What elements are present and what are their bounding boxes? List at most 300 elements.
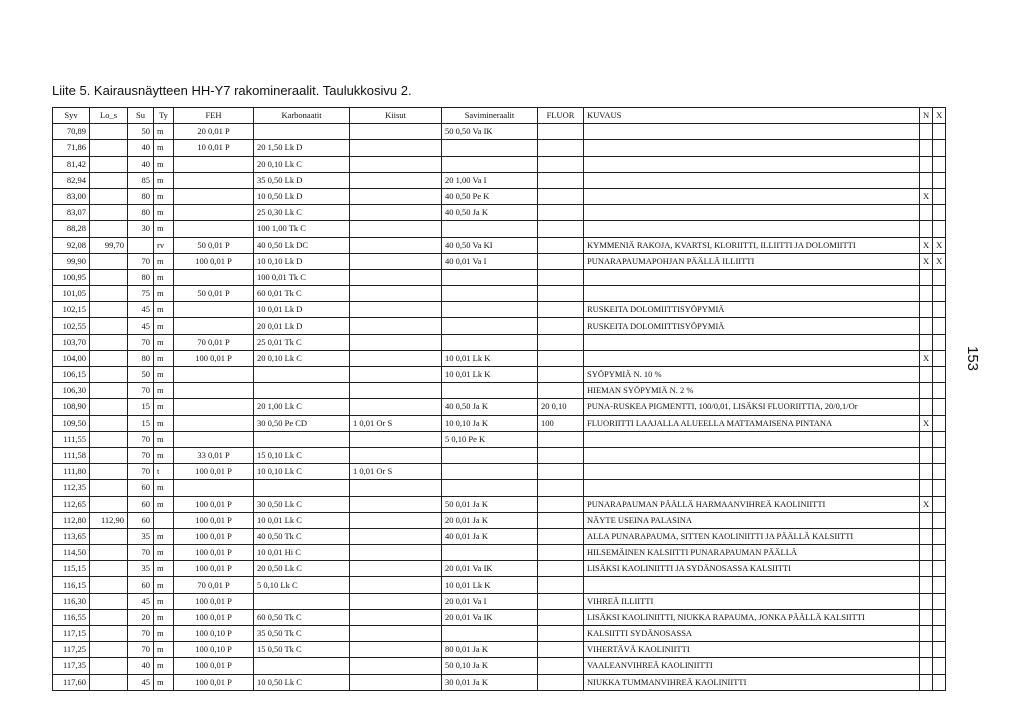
cell-x [933, 674, 946, 690]
cell-x [933, 302, 946, 318]
cell-fluor: 20 0,10 [538, 399, 584, 415]
cell-savi: 50 0,10 Ja K [442, 658, 538, 674]
cell-los [90, 124, 128, 140]
cell-kuv [584, 269, 920, 285]
cell-kuv: FLUORIITTI LAAJALLA ALUEELLA MATTAMAISENA PINTANA [584, 415, 920, 431]
cell-savi: 20 0,01 Va I [442, 593, 538, 609]
cell-los [90, 496, 128, 512]
cell-kuv: SYÖPYMIÄ N. 10 % [584, 367, 920, 383]
cell-los [90, 399, 128, 415]
cell-kiis [350, 674, 442, 690]
cell-ty: m [154, 528, 174, 544]
cell-los [90, 318, 128, 334]
cell-savi [442, 269, 538, 285]
cell-x [933, 221, 946, 237]
cell-savi: 20 1,00 Va I [442, 172, 538, 188]
cell-fluor [538, 561, 584, 577]
cell-los [90, 367, 128, 383]
table-row [53, 545, 946, 561]
cell-x [933, 496, 946, 512]
cell-fluor [538, 496, 584, 512]
cell-su: 70 [128, 253, 154, 269]
cell-los [90, 188, 128, 204]
cell-n [920, 642, 933, 658]
cell-los [90, 269, 128, 285]
cell-syv: 117,60 [53, 674, 90, 690]
cell-los [90, 642, 128, 658]
cell-su: 20 [128, 609, 154, 625]
cell-karb: 40 0,50 Tk C [254, 528, 350, 544]
cell-savi [442, 318, 538, 334]
cell-los [90, 658, 128, 674]
cell-x [933, 642, 946, 658]
col-header-kuvaus: KUVAUS [584, 108, 920, 124]
cell-su: 35 [128, 528, 154, 544]
table-row [53, 577, 946, 593]
cell-ty: rv [154, 237, 174, 253]
cell-kiis [350, 480, 442, 496]
cell-syv: 100,95 [53, 269, 90, 285]
table-row [53, 512, 946, 528]
cell-karb: 10 0,50 Lk C [254, 674, 350, 690]
cell-kuv: RUSKEITA DOLOMIITTISYÖPYMIÄ [584, 302, 920, 318]
cell-n [920, 658, 933, 674]
cell-feh [174, 367, 254, 383]
table-row [53, 593, 946, 609]
cell-karb [254, 124, 350, 140]
cell-los [90, 464, 128, 480]
cell-kuv [584, 205, 920, 221]
table-row [53, 350, 946, 366]
cell-savi: 40 0,50 Ja K [442, 399, 538, 415]
cell-karb: 20 0,50 Lk C [254, 561, 350, 577]
col-header-syv: Syv [53, 108, 90, 124]
cell-n [920, 269, 933, 285]
cell-feh [174, 302, 254, 318]
cell-ty: m [154, 172, 174, 188]
cell-x [933, 464, 946, 480]
cell-fluor [538, 334, 584, 350]
cell-syv: 117,25 [53, 642, 90, 658]
cell-kuv: PUNA-RUSKEA PIGMENTTI, 100/0,01, LISÄKSI FLUORIITTIA, 20/0,1/Or [584, 399, 920, 415]
cell-su: 40 [128, 156, 154, 172]
col-header-fluor: FLUOR [538, 108, 584, 124]
cell-kiis [350, 318, 442, 334]
cell-ty [154, 512, 174, 528]
cell-kiis [350, 383, 442, 399]
cell-n [920, 593, 933, 609]
cell-n: X [920, 237, 933, 253]
cell-su: 60 [128, 577, 154, 593]
cell-kiis [350, 350, 442, 366]
cell-feh: 100 0,01 P [174, 253, 254, 269]
cell-ty: m [154, 302, 174, 318]
cell-feh: 100 0,01 P [174, 674, 254, 690]
cell-kiis [350, 286, 442, 302]
cell-kiis [350, 172, 442, 188]
cell-los [90, 609, 128, 625]
table-row [53, 383, 946, 399]
cell-syv: 115,15 [53, 561, 90, 577]
cell-fluor [538, 253, 584, 269]
cell-kiis [350, 367, 442, 383]
table-row [53, 172, 946, 188]
col-header-ty: Ty [154, 108, 174, 124]
cell-feh: 100 0,01 P [174, 593, 254, 609]
cell-karb: 10 0,50 Lk D [254, 188, 350, 204]
cell-fluor [538, 124, 584, 140]
cell-x [933, 415, 946, 431]
cell-kuv: KALSIITTI SYDÄNOSASSA [584, 626, 920, 642]
cell-n [920, 480, 933, 496]
cell-savi: 40 0,50 Va KI [442, 237, 538, 253]
cell-kiis [350, 545, 442, 561]
cell-syv: 117,15 [53, 626, 90, 642]
cell-n [920, 609, 933, 625]
cell-karb: 10 0,01 Lk D [254, 302, 350, 318]
cell-fluor [538, 302, 584, 318]
cell-fluor [538, 140, 584, 156]
cell-savi [442, 334, 538, 350]
cell-savi: 20 0,01 Va IK [442, 561, 538, 577]
cell-x: X [933, 237, 946, 253]
cell-syv: 109,50 [53, 415, 90, 431]
cell-su: 80 [128, 269, 154, 285]
cell-su: 45 [128, 674, 154, 690]
cell-karb: 60 0,01 Tk C [254, 286, 350, 302]
cell-kuv: NIUKKA TUMMANVIHREÄ KAOLINIITTI [584, 674, 920, 690]
cell-karb: 10 0,10 Lk C [254, 464, 350, 480]
cell-los [90, 383, 128, 399]
cell-los [90, 302, 128, 318]
cell-n: X [920, 496, 933, 512]
mineral-table [52, 107, 946, 691]
cell-feh [174, 383, 254, 399]
cell-n [920, 156, 933, 172]
cell-kiis [350, 431, 442, 447]
cell-feh: 100 0,01 P [174, 350, 254, 366]
cell-syv: 112,35 [53, 480, 90, 496]
col-header-karbonaatit: Karbonaatit [254, 108, 350, 124]
cell-kuv: HILSEMÄINEN KALSIITTI PUNARAPAUMAN PÄÄLLÄ [584, 545, 920, 561]
cell-feh: 70 0,01 P [174, 334, 254, 350]
cell-syv: 83,07 [53, 205, 90, 221]
cell-fluor [538, 205, 584, 221]
cell-savi: 5 0,10 Pe K [442, 431, 538, 447]
cell-syv: 116,30 [53, 593, 90, 609]
cell-fluor [538, 383, 584, 399]
table-row [53, 431, 946, 447]
cell-fluor [538, 286, 584, 302]
cell-kiis [350, 221, 442, 237]
cell-x [933, 609, 946, 625]
cell-kuv [584, 156, 920, 172]
cell-feh [174, 172, 254, 188]
cell-feh [174, 431, 254, 447]
cell-savi: 20 0,01 Ja K [442, 512, 538, 528]
cell-n [920, 561, 933, 577]
cell-los [90, 156, 128, 172]
cell-ty: m [154, 447, 174, 463]
cell-kuv [584, 286, 920, 302]
table-row [53, 561, 946, 577]
col-header-feh: FEH [174, 108, 254, 124]
cell-savi [442, 221, 538, 237]
cell-su: 50 [128, 367, 154, 383]
cell-n [920, 512, 933, 528]
cell-fluor [538, 593, 584, 609]
table-row [53, 269, 946, 285]
cell-los [90, 528, 128, 544]
cell-fluor [538, 577, 584, 593]
cell-feh: 100 0,01 P [174, 658, 254, 674]
cell-fluor [538, 318, 584, 334]
cell-su: 15 [128, 415, 154, 431]
cell-feh: 10 0,01 P [174, 140, 254, 156]
cell-fluor [538, 642, 584, 658]
table-row [53, 286, 946, 302]
cell-kuv: VIHERTÄVÄ KAOLINIITTI [584, 642, 920, 658]
cell-fluor [538, 221, 584, 237]
cell-feh: 100 0,01 P [174, 561, 254, 577]
cell-feh: 100 0,01 P [174, 528, 254, 544]
cell-los [90, 577, 128, 593]
cell-x [933, 593, 946, 609]
cell-n: X [920, 350, 933, 366]
cell-kuv: VIHREÄ ILLIITTI [584, 593, 920, 609]
cell-ty: m [154, 609, 174, 625]
cell-los [90, 561, 128, 577]
cell-karb [254, 383, 350, 399]
cell-karb: 20 1,00 Lk C [254, 399, 350, 415]
cell-kiis [350, 140, 442, 156]
cell-x [933, 577, 946, 593]
cell-syv: 83,00 [53, 188, 90, 204]
cell-fluor [538, 237, 584, 253]
cell-kuv [584, 480, 920, 496]
cell-fluor [538, 188, 584, 204]
cell-su: 70 [128, 334, 154, 350]
cell-su: 80 [128, 350, 154, 366]
cell-n [920, 577, 933, 593]
cell-x: X [933, 253, 946, 269]
cell-su: 70 [128, 383, 154, 399]
cell-los [90, 286, 128, 302]
cell-x [933, 172, 946, 188]
cell-karb: 100 1,00 Tk C [254, 221, 350, 237]
cell-feh: 100 0,01 P [174, 496, 254, 512]
cell-kuv [584, 172, 920, 188]
cell-syv: 104,00 [53, 350, 90, 366]
cell-kiis [350, 237, 442, 253]
cell-su: 60 [128, 512, 154, 528]
cell-x [933, 286, 946, 302]
cell-feh [174, 269, 254, 285]
cell-kuv: RUSKEITA DOLOMIITTISYÖPYMIÄ [584, 318, 920, 334]
cell-x [933, 140, 946, 156]
cell-savi: 50 0,50 Va IK [442, 124, 538, 140]
cell-su: 60 [128, 480, 154, 496]
cell-syv: 99,90 [53, 253, 90, 269]
cell-x [933, 545, 946, 561]
cell-kiis [350, 512, 442, 528]
cell-ty: m [154, 383, 174, 399]
cell-karb: 35 0,50 Tk C [254, 626, 350, 642]
cell-karb: 20 0,10 Lk C [254, 350, 350, 366]
cell-syv: 116,15 [53, 577, 90, 593]
cell-n [920, 447, 933, 463]
cell-feh: 100 0,01 P [174, 609, 254, 625]
cell-feh [174, 205, 254, 221]
cell-fluor [538, 545, 584, 561]
cell-los [90, 626, 128, 642]
cell-los [90, 334, 128, 350]
cell-su: 85 [128, 172, 154, 188]
cell-feh [174, 399, 254, 415]
cell-kiis [350, 302, 442, 318]
cell-savi: 10 0,10 Ja K [442, 415, 538, 431]
cell-savi: 80 0,01 Ja K [442, 642, 538, 658]
cell-kiis [350, 253, 442, 269]
cell-x [933, 334, 946, 350]
cell-kiis [350, 447, 442, 463]
cell-syv: 102,55 [53, 318, 90, 334]
cell-kiis: 1 0,01 Or S [350, 415, 442, 431]
cell-karb: 30 0,50 Lk C [254, 496, 350, 512]
cell-los [90, 140, 128, 156]
cell-ty: m [154, 658, 174, 674]
table-row [53, 626, 946, 642]
col-header-kiisut: Kiisut [350, 108, 442, 124]
cell-fluor [538, 431, 584, 447]
cell-syv: 106,15 [53, 367, 90, 383]
cell-n [920, 545, 933, 561]
cell-kiis [350, 593, 442, 609]
cell-su: 70 [128, 642, 154, 658]
cell-kuv [584, 140, 920, 156]
cell-feh: 33 0,01 P [174, 447, 254, 463]
cell-n: X [920, 188, 933, 204]
cell-syv: 111,55 [53, 431, 90, 447]
cell-savi [442, 156, 538, 172]
table-row [53, 237, 946, 253]
cell-karb [254, 658, 350, 674]
cell-kuv: LISÄKSI KAOLINIITTI, NIUKKA RAPAUMA, JONKA PÄÄLLÄ KALSIITTI [584, 609, 920, 625]
cell-kiis [350, 188, 442, 204]
cell-n [920, 674, 933, 690]
cell-syv: 102,15 [53, 302, 90, 318]
cell-kuv: ALLA PUNARAPAUMA, SITTEN KAOLINIITTI JA PÄÄLLÄ KALSIITTI [584, 528, 920, 544]
cell-syv: 111,58 [53, 447, 90, 463]
col-header-n: N [920, 108, 933, 124]
cell-x [933, 318, 946, 334]
cell-ty: m [154, 626, 174, 642]
cell-fluor [538, 269, 584, 285]
cell-syv: 103,70 [53, 334, 90, 350]
cell-fluor [538, 447, 584, 463]
table-row [53, 221, 946, 237]
cell-x [933, 512, 946, 528]
cell-kuv [584, 221, 920, 237]
cell-los: 99,70 [90, 237, 128, 253]
cell-x [933, 528, 946, 544]
table-row [53, 318, 946, 334]
cell-ty: m [154, 318, 174, 334]
cell-fluor [538, 464, 584, 480]
page-title: Liite 5. Kairausnäytteen HH-Y7 rakomineraalit. Taulukkosivu 2. [52, 83, 412, 98]
cell-n [920, 528, 933, 544]
table-row [53, 480, 946, 496]
cell-x [933, 383, 946, 399]
cell-karb: 60 0,50 Tk C [254, 609, 350, 625]
cell-kuv [584, 334, 920, 350]
cell-ty: m [154, 496, 174, 512]
cell-kiis [350, 399, 442, 415]
cell-syv: 113,65 [53, 528, 90, 544]
cell-ty: m [154, 431, 174, 447]
cell-su: 45 [128, 593, 154, 609]
table-row [53, 415, 946, 431]
cell-los [90, 545, 128, 561]
cell-feh [174, 318, 254, 334]
cell-los [90, 480, 128, 496]
cell-savi: 10 0,01 Lk K [442, 367, 538, 383]
table-row [53, 253, 946, 269]
cell-savi: 40 0,50 Ja K [442, 205, 538, 221]
cell-syv: 116,55 [53, 609, 90, 625]
cell-los: 112,90 [90, 512, 128, 528]
cell-n [920, 221, 933, 237]
cell-fluor [538, 658, 584, 674]
cell-syv: 92,08 [53, 237, 90, 253]
cell-n [920, 383, 933, 399]
cell-syv: 112,65 [53, 496, 90, 512]
cell-kuv: PUNARAPAUMAN PÄÄLLÄ HARMAANVIHREÄ KAOLINIITTI [584, 496, 920, 512]
cell-karb: 100 0,01 Tk C [254, 269, 350, 285]
cell-savi [442, 626, 538, 642]
cell-ty: m [154, 350, 174, 366]
cell-kuv: NÄYTE USEINA PALASINA [584, 512, 920, 528]
cell-fluor [538, 626, 584, 642]
cell-n [920, 431, 933, 447]
cell-su: 75 [128, 286, 154, 302]
cell-karb: 30 0,50 Pe CD [254, 415, 350, 431]
cell-karb: 20 1,50 Lk D [254, 140, 350, 156]
cell-ty: m [154, 642, 174, 658]
cell-syv: 82,94 [53, 172, 90, 188]
header-row [53, 108, 946, 124]
cell-syv: 70,89 [53, 124, 90, 140]
cell-n: X [920, 415, 933, 431]
cell-karb [254, 480, 350, 496]
cell-su: 70 [128, 626, 154, 642]
cell-n [920, 124, 933, 140]
cell-kuv [584, 350, 920, 366]
cell-n [920, 286, 933, 302]
cell-ty: m [154, 124, 174, 140]
cell-x [933, 350, 946, 366]
cell-karb [254, 431, 350, 447]
cell-n [920, 626, 933, 642]
cell-fluor [538, 172, 584, 188]
cell-syv: 101,05 [53, 286, 90, 302]
table-row [53, 156, 946, 172]
cell-syv: 81,42 [53, 156, 90, 172]
cell-karb: 10 0,10 Lk D [254, 253, 350, 269]
cell-karb [254, 367, 350, 383]
cell-kiis [350, 205, 442, 221]
cell-karb: 40 0,50 Lk DC [254, 237, 350, 253]
